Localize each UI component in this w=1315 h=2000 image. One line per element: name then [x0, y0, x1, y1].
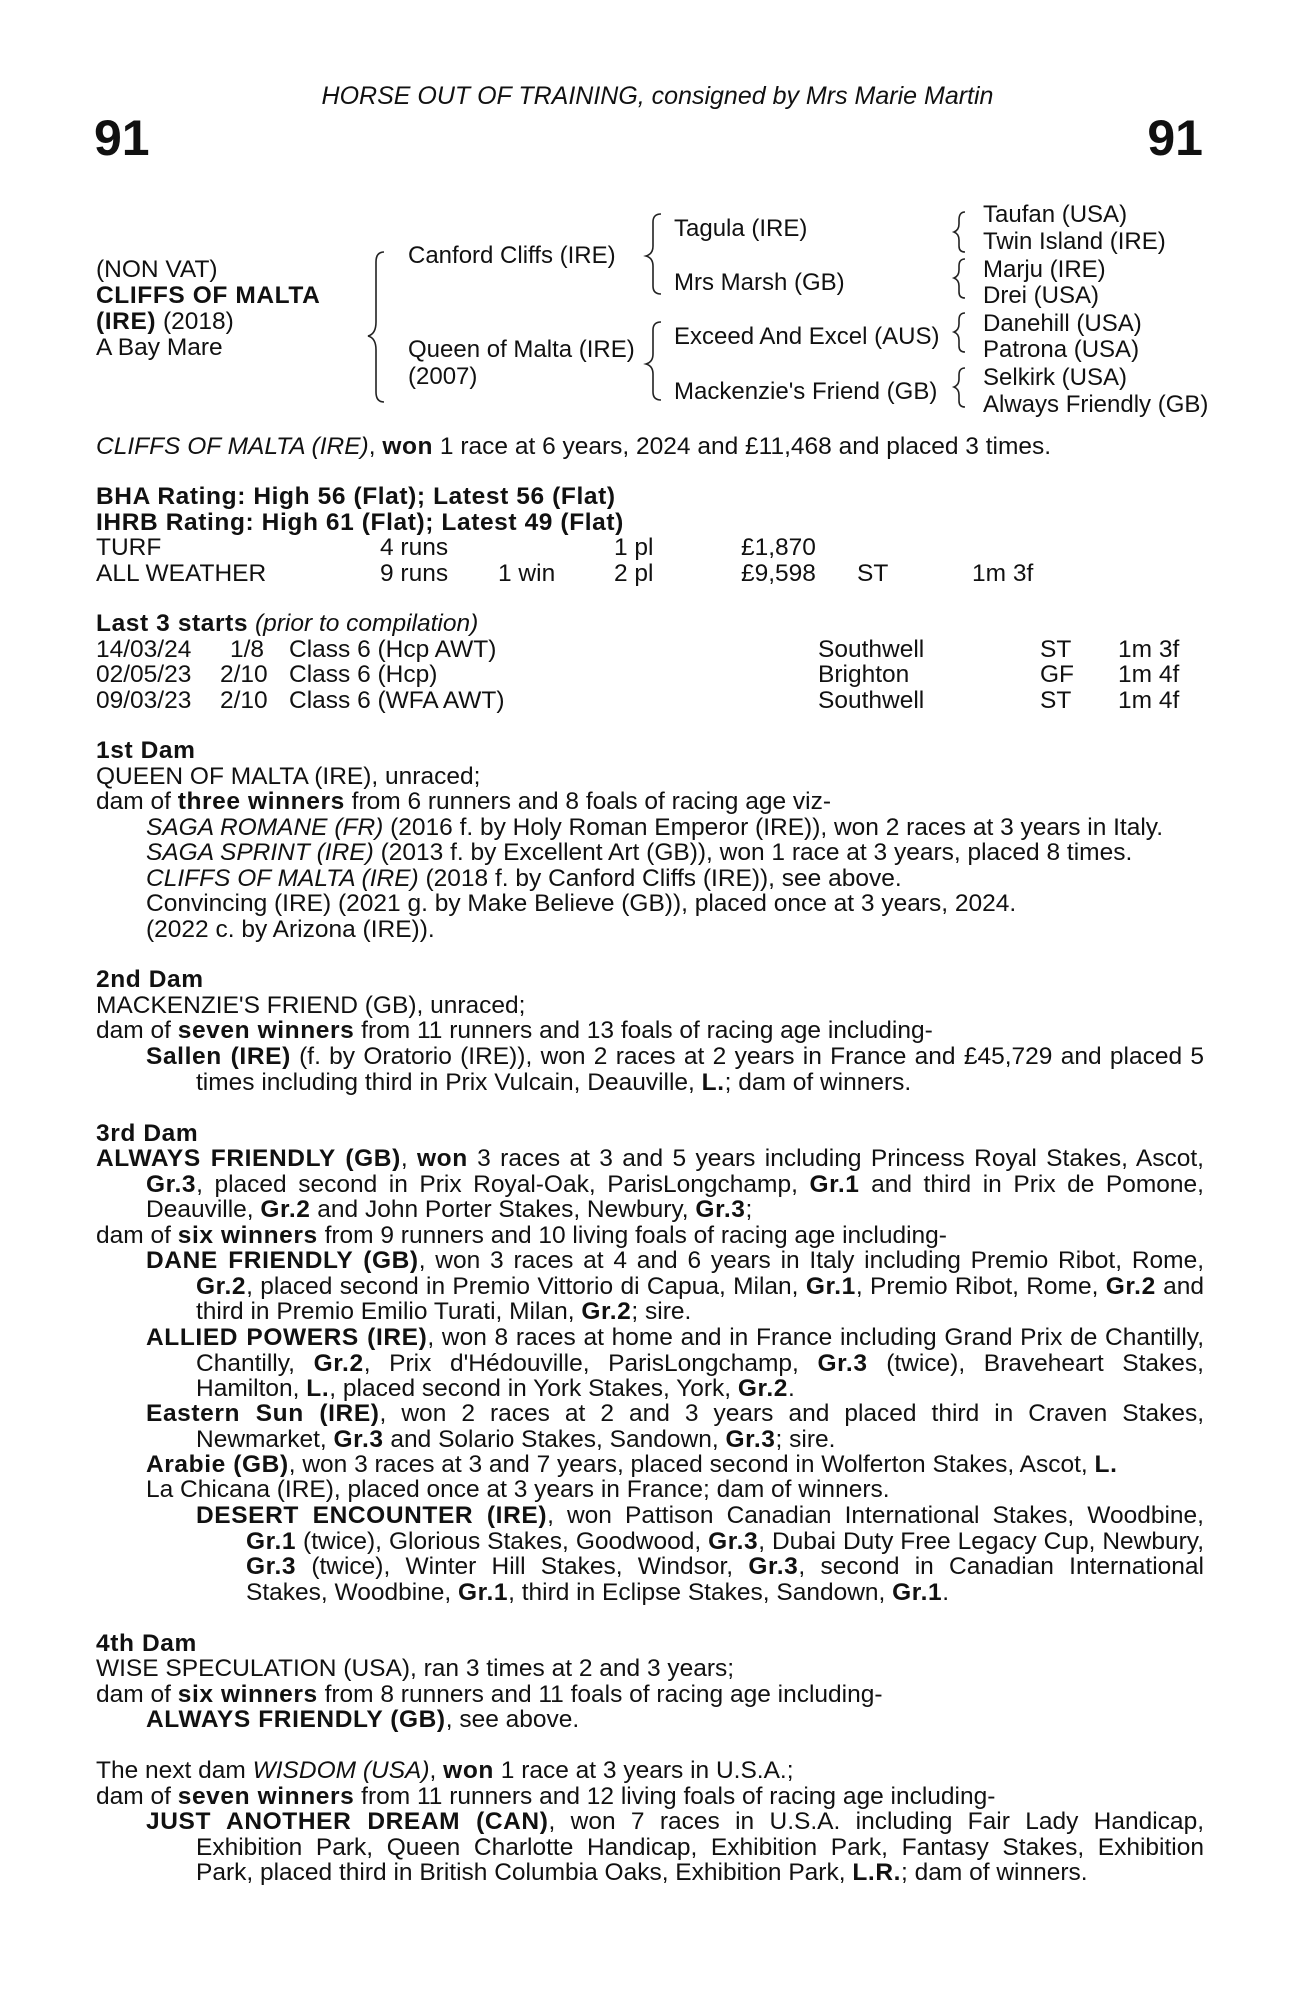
pedigree-dam-sire: Exceed And Excel (AUS) [674, 323, 940, 350]
bha-rating: BHA Rating: High 56 (Flat); Latest 56 (Flat) [96, 483, 616, 510]
record-placed: 1 pl [614, 534, 654, 561]
start-class: Class 6 (Hcp AWT) [289, 636, 497, 663]
dam3-produce-entry: La Chicana (IRE), placed once at 3 years in France; dam of winners. [146, 1476, 890, 1503]
dam3-produce-entry: Arabie (GB), won 3 races at 3 and 7 years, placed second in Wolferton Stakes, Ascot, L. [146, 1451, 1118, 1478]
record-surface: ALL WEATHER [96, 560, 267, 587]
start-distance: 1m 4f [1118, 687, 1180, 714]
record-surface: TURF [96, 534, 162, 561]
pedigree-dam-dam: Mackenzie's Friend (GB) [674, 378, 938, 405]
start-going: ST [1040, 687, 1072, 714]
record-runs: 9 runs [380, 560, 449, 587]
start-course: Southwell [818, 687, 925, 714]
vat-status: (NON VAT) [96, 256, 218, 283]
start-going: GF [1040, 661, 1075, 688]
start-distance: 1m 3f [1118, 636, 1180, 663]
ihrb-rating: IHRB Rating: High 61 (Flat); Latest 49 (Flat) [96, 509, 624, 536]
start-course: Brighton [818, 661, 910, 688]
pedigree-g4: Drei (USA) [983, 282, 1100, 309]
dam2-heading: 2nd Dam [96, 966, 204, 993]
start-class: Class 6 (WFA AWT) [289, 687, 505, 714]
start-distance: 1m 4f [1118, 661, 1180, 688]
dam2-name: MACKENZIE'S FRIEND (GB), unraced; [96, 992, 526, 1019]
next-dam-produce-summary: dam of seven winners from 11 runners and 12 living foals of racing age including- [96, 1783, 996, 1810]
record-distance: 1m 3f [972, 560, 1034, 587]
pedigree-g3: Marju (IRE) [983, 256, 1106, 283]
start-date: 02/05/23 [96, 661, 192, 688]
record-going: ST [857, 560, 889, 587]
dam1-name: QUEEN OF MALTA (IRE), unraced; [96, 763, 481, 790]
pedigree-dam: Queen of Malta (IRE) [408, 336, 635, 363]
dam4-produce-entry: ALWAYS FRIENDLY (GB), see above. [146, 1706, 580, 1733]
dam3-heading: 3rd Dam [96, 1120, 199, 1147]
dam1-foal: CLIFFS OF MALTA (IRE) (2018 f. by Canford Cliffs (IRE)), see above. [146, 865, 902, 892]
dam2-produce-summary: dam of seven winners from 11 runners and 13 foals of racing age including- [96, 1017, 933, 1044]
brace-g3 [954, 313, 965, 352]
horse-description: A Bay Mare [96, 334, 223, 361]
brace-main [368, 252, 384, 402]
brace-dam [646, 322, 661, 400]
dam1-produce-summary: dam of three winners from 6 runners and 8 foals of racing age viz- [96, 788, 831, 815]
brace-g1 [954, 212, 965, 252]
dam2-produce-entry: Sallen (IRE) (f. by Oratorio (IRE)), won 2 races at 2 years in France and £45,729 and placed 5 times including third in Prix Vulcain, Deauville, L.; dam of winners. [146, 1043, 1204, 1096]
pedigree-g8: Always Friendly (GB) [983, 391, 1209, 418]
record-placed: 2 pl [614, 560, 654, 587]
pedigree-g5: Danehill (USA) [983, 310, 1142, 337]
record-wins: 1 win [498, 560, 556, 587]
horse-origin: (IRE) [96, 308, 157, 335]
horse-name: CLIFFS OF MALTA [96, 282, 321, 309]
start-date: 09/03/23 [96, 687, 192, 714]
dam3-produce-entry: DANE FRIENDLY (GB), won 3 races at 4 and 6 years in Italy including Premio Ribot, Rome, Gr.2, placed second in Premio Vittorio di Capua, Milan, Gr.1, Premio Ribot, Rome, Gr.2 and third in Premio Emilio Turati, Milan, Gr.2; sire. [146, 1247, 1204, 1326]
start-position: 2/10 [220, 687, 268, 714]
dam3-produce-entry: Eastern Sun (IRE), won 2 races at 2 and 3 years and placed third in Craven Stakes, Newmarket, Gr.3 and Solario Stakes, Sandown, Gr.3; sire. [146, 1400, 1205, 1453]
dam1-heading: 1st Dam [96, 737, 196, 764]
dam1-foal: Convincing (IRE) (2021 g. by Make Believe (GB)), placed once at 3 years, 2024. [146, 890, 1017, 917]
next-dam-produce-entry: JUST ANOTHER DREAM (CAN), won 7 races in U.S.A. including Fair Lady Handicap, Exhibition Park, Queen Charlotte Handicap, Exhibition Park, Fantasy Stakes, Exhibition Park, placed third in British Columbia Oaks, Exhibition Park, L.R.; dam of winners. [146, 1808, 1204, 1887]
dam1-foal: SAGA SPRINT (IRE) (2013 f. by Excellent Art (GB)), won 1 race at 3 years, placed 8 times. [146, 839, 1133, 866]
record-money: £9,598 [741, 560, 816, 587]
lot-number-left: 91 [94, 110, 150, 166]
start-date: 14/03/24 [96, 636, 192, 663]
dam1-foal: (2022 c. by Arizona (IRE)). [146, 916, 435, 943]
dam1-foal: SAGA ROMANE (FR) (2016 f. by Holy Roman Emperor (IRE)), won 2 races at 3 years in Italy. [146, 814, 1164, 841]
horse-year: (2018) [162, 308, 234, 335]
record-money: £1,870 [741, 534, 816, 561]
pedigree-g1: Taufan (USA) [983, 201, 1128, 228]
pedigree-g6: Patrona (USA) [983, 336, 1140, 363]
dam3-record: ALWAYS FRIENDLY (GB), won 3 races at 3 and 5 years including Princess Royal Stakes, Ascot, Gr.3, placed second in Prix Royal-Oak, ParisLongchamp, Gr.1 and third in Prix de Pomone, Deauville, Gr.2 and John Porter Stakes, Newbury, Gr.3; [96, 1145, 1204, 1224]
pedigree-dam-year: (2007) [408, 363, 478, 390]
start-class: Class 6 (Hcp) [289, 661, 438, 688]
lot-number-right: 91 [1147, 110, 1203, 166]
pedigree-sire-sire: Tagula (IRE) [674, 215, 808, 242]
page-header-title: HORSE OUT OF TRAINING, consigned by Mrs Marie Martin [321, 82, 994, 110]
pedigree-sire: Canford Cliffs (IRE) [408, 242, 616, 269]
brace-sire [646, 214, 661, 294]
pedigree-g2: Twin Island (IRE) [983, 228, 1166, 255]
dam4-produce-summary: dam of six winners from 8 runners and 11 foals of racing age including- [96, 1681, 883, 1708]
brace-g2 [954, 259, 965, 298]
last-starts-heading: Last 3 starts (prior to compilation) [96, 610, 479, 637]
brace-g4 [954, 368, 965, 407]
dam3-produce-entry: ALLIED POWERS (IRE), won 8 races at home and in France including Grand Prix de Chantilly, Chantilly, Gr.2, Prix d'Hédouville, ParisLongchamp, Gr.3 (twice), Braveheart Stakes, Hamilton, L., placed second in York Stakes, York, Gr.2. [146, 1324, 1204, 1403]
dam4-heading: 4th Dam [96, 1630, 197, 1657]
start-going: ST [1040, 636, 1072, 663]
race-summary: CLIFFS OF MALTA (IRE), won 1 race at 6 years, 2024 and £11,468 and placed 3 times. [96, 433, 1052, 460]
start-position: 2/10 [220, 661, 268, 688]
start-position: 1/8 [230, 636, 265, 663]
dam3-grand-produce-entry: DESERT ENCOUNTER (IRE), won Pattison Canadian International Stakes, Woodbine, Gr.1 (twice), Glorious Stakes, Goodwood, Gr.3, Dubai Duty Free Legacy Cup, Newbury, Gr.3 (twice), Winter Hill Stakes, Windsor, Gr.3, second in Canadian International Stakes, Woodbine, Gr.1, third in Eclipse Stakes, Sandown, Gr.1. [196, 1502, 1205, 1606]
next-dam-line: The next dam WISDOM (USA), won 1 race at 3 years in U.S.A.; [96, 1757, 794, 1784]
start-course: Southwell [818, 636, 925, 663]
dam3-produce-summary: dam of six winners from 9 runners and 10 living foals of racing age including- [96, 1222, 947, 1249]
pedigree-g7: Selkirk (USA) [983, 364, 1128, 391]
pedigree-sire-dam: Mrs Marsh (GB) [674, 269, 845, 296]
record-runs: 4 runs [380, 534, 449, 561]
dam4-name: WISE SPECULATION (USA), ran 3 times at 2 and 3 years; [96, 1655, 735, 1682]
